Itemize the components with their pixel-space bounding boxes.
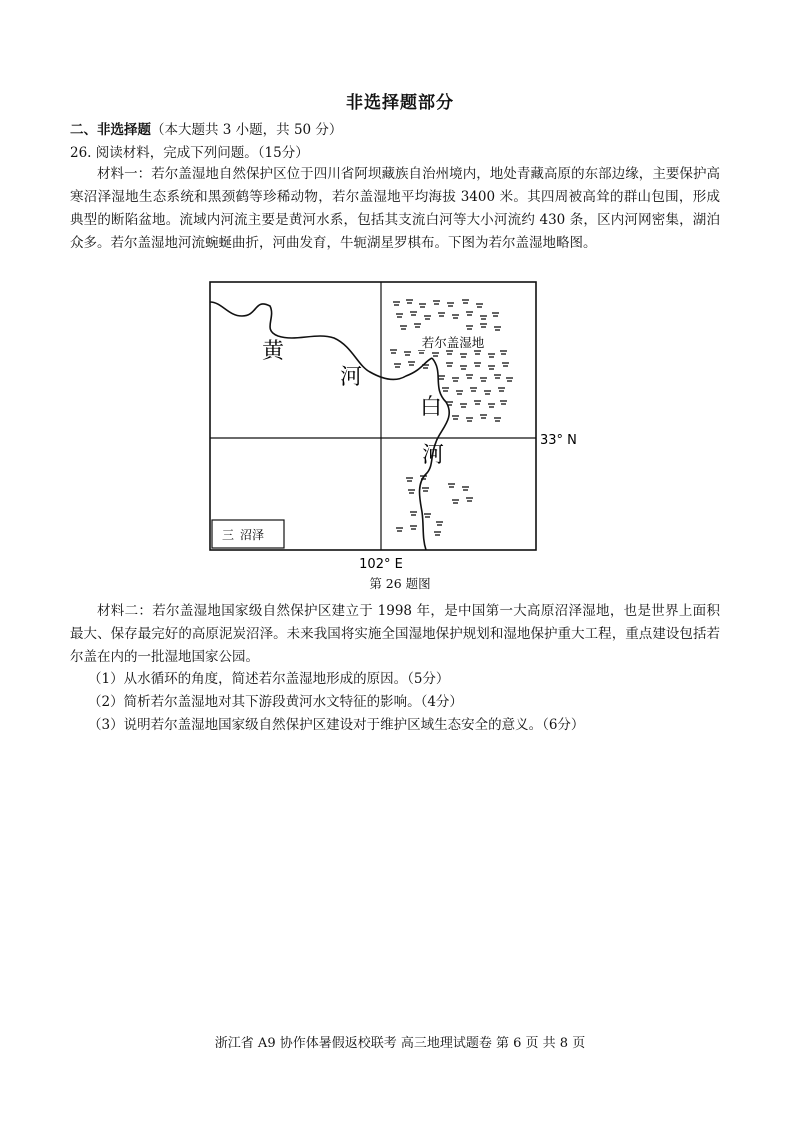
map-figure [200, 276, 600, 586]
question-intro: 26. 阅读材料，完成下列问题。（15分） [70, 145, 309, 161]
map-label-he-yellow: 河 [340, 365, 363, 390]
map-label-wetland: 若尔盖湿地 [421, 335, 485, 350]
legend-marsh-symbol: 三 [222, 528, 235, 542]
material-two [70, 600, 720, 669]
material-two-label: 材料二： [97, 603, 153, 619]
map-frame [210, 282, 536, 550]
latitude-label: 33° N [540, 433, 577, 448]
map-label-he-bai: 河 [422, 443, 445, 468]
material-one-text: 若尔盖湿地自然保护区位于四川省阿坝藏族自治州境内，地处青藏高原的东部边缘，主要保护高寒沼泽湿地生态系统和黑颈鹤等珍稀动物，若尔盖湿地平均海拔 3400 米。其四周被高耸的群山包围，形成典型的断陷盆地。流域内河流主要是黄河水系，包括其支流白河等大小河流约 430 条，区内河网密集，湖泊众多。若尔盖湿地河流蜿蜒曲折，河曲发育，牛轭湖星罗棋布。下图为若尔盖湿地略图。 [70, 166, 721, 251]
page-footer: 浙江省 A9 协作体暑假返校联考 高三地理试题卷 第 6 页 共 8 页 [214, 1036, 586, 1051]
material-one [70, 163, 720, 255]
wetland-map [200, 276, 600, 586]
figure-caption: 第 26 题图 [369, 576, 431, 591]
map-label-huang: 黄 [262, 339, 285, 364]
page-title: 非选择题部分 [346, 93, 454, 113]
question-1: （1）从水循环的角度，简述若尔盖湿地形成的原因。（5分） [88, 671, 450, 687]
material-one-label: 材料一： [97, 166, 152, 182]
section-heading: 二、非选择题 [70, 122, 151, 138]
question-2: （2）简析若尔盖湿地对其下游段黄河水文特征的影响。（4分） [88, 694, 463, 710]
section-note: （本大题共 3 小题，共 50 分） [151, 122, 343, 138]
marsh-area-south [396, 476, 473, 535]
map-label-bai: 白 [420, 395, 443, 420]
section-header [70, 120, 342, 140]
legend-marsh-label: 沼泽 [240, 528, 265, 542]
longitude-label: 102° E [359, 557, 403, 572]
material-two-text: 若尔盖湿地国家级自然保护区建立于 1998 年，是中国第一大高原沼泽湿地，也是世界上面积最大、保存最完好的高原泥炭沼泽。未来我国将实施全国湿地保护规划和湿地保护重大工程，重点建设包括若尔盖在内的一批湿地国家公园。 [70, 603, 720, 665]
marsh-area-north [390, 300, 513, 421]
question-3: （3）说明若尔盖湿地国家级自然保护区建设对于维护区域生态安全的意义。（6分） [88, 717, 585, 733]
